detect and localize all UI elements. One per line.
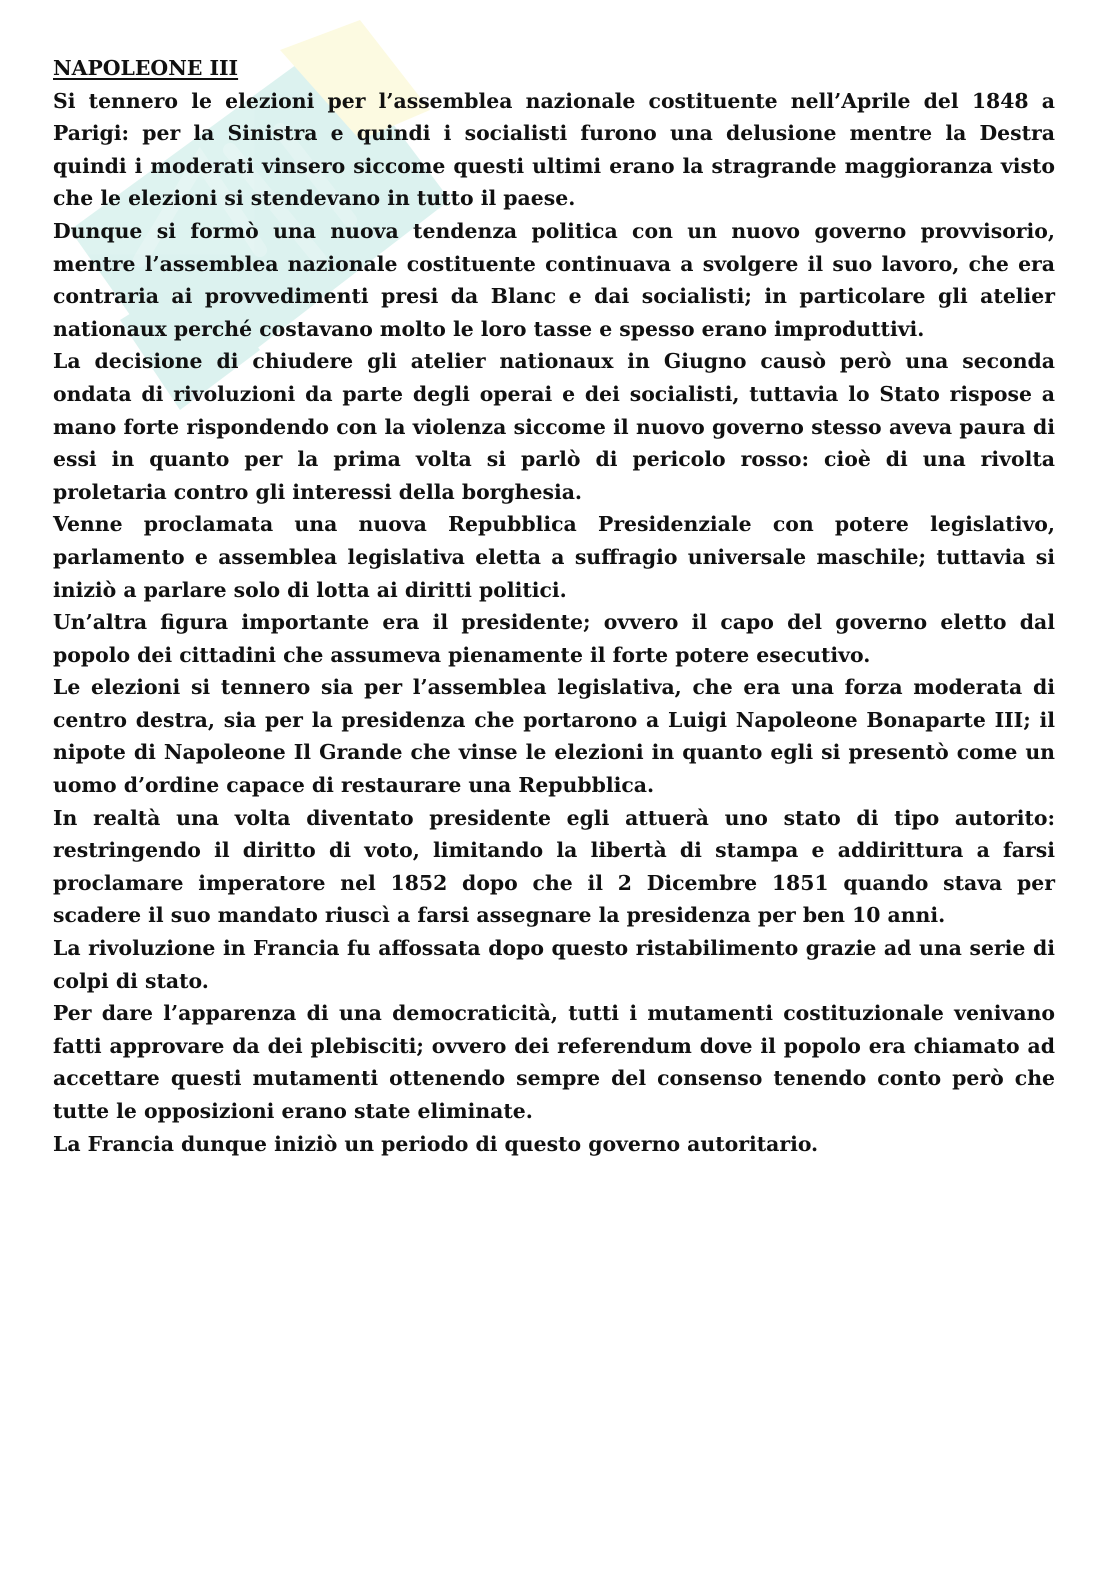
document-body <box>53 52 1055 1160</box>
page-title: NAPOLEONE III <box>53 56 239 80</box>
paragraph-conclusione: La Francia dunque iniziò un periodo di questo governo autoritario. <box>53 1131 819 1156</box>
paragraph-elezioni-presidenza: Le elezioni si tennero sia per l’assemblea legislativa, che era una forza moderata di centro destra, sia per la presidenza che portarono a Luigi Napoleone Bonaparte III; il nipote di Napoleone Il Grande che vinse le elezioni in quanto egli si presentò come un uomo d’ordine capace di restaurare una Repubblica. <box>53 675 1055 798</box>
paragraph-atelier-nationaux: La decisione di chiudere gli atelier nationaux in Giugno causò però una seconda ondata di rivoluzioni da parte degli operai e dei socialisti, tuttavia lo Stato rispose a mano forte rispondendo con la violenza siccome il nuovo governo stesso aveva paura di essi in quanto per la prima volta si parlò di pericolo rosso: cioè di una rivolta proletaria contro gli interessi della borghesia. <box>53 349 1055 504</box>
paragraph-repubblica-presidenziale: Venne proclamata una nuova Repubblica Presidenziale con potere legislativo, parlamento e assemblea legislativa eletta a suffragio universale maschile; tuttavia si iniziò a parlare solo di lotta ai diritti politici. <box>53 512 1055 602</box>
paragraph-elezioni-1848: Si tennero le elezioni per l’assemblea nazionale costituente nell’Aprile del 1848 a Parigi: per la Sinistra e quindi i socialisti furono una delusione mentre la Destra quindi i moderati vinsero siccome questi ultimi erano la stragrande maggioranza visto che le elezioni si stendevano in tutto il paese. <box>53 88 1055 211</box>
paragraph-stato-autoritario: In realtà una volta diventato presidente egli attuerà uno stato di tipo autorito: restringendo il diritto di voto, limitando la libertà di stampa e addirittura a farsi proclamare imperatore nel 1852 dopo che il 2 Dicembre 1851 quando stava per scadere il suo mandato riuscì a farsi assegnare la presidenza per ben 10 anni. <box>53 805 1055 928</box>
paragraph-presidente: Un’altra figura importante era il presidente; ovvero il capo del governo eletto dal popolo dei cittadini che assumeva pienamente il forte potere esecutivo. <box>53 610 1055 667</box>
paragraph-rivoluzione-affossata: La rivoluzione in Francia fu affossata dopo questo ristabilimento grazie ad una serie di colpi di stato. <box>53 936 1055 993</box>
paragraph-plebisciti: Per dare l’apparenza di una democraticità, tutti i mutamenti costituzionale venivano fatti approvare da dei plebisciti; ovvero dei referendum dove il popolo era chiamato ad accettare questi mutamenti ottenendo sempre del consenso tenendo conto però che tutte le opposizioni erano state eliminate. <box>53 1001 1055 1123</box>
paragraph-governo-provvisorio: Dunque si formò una nuova tendenza politica con un nuovo governo provvisorio, mentre l’assemblea nazionale costituente continuava a svolgere il suo lavoro, che era contraria ai provvedimenti presi da Blanc e dai socialisti; in particolare gli atelier nationaux perché costavano molto le loro tasse e spesso erano improduttivi. <box>53 218 1055 341</box>
